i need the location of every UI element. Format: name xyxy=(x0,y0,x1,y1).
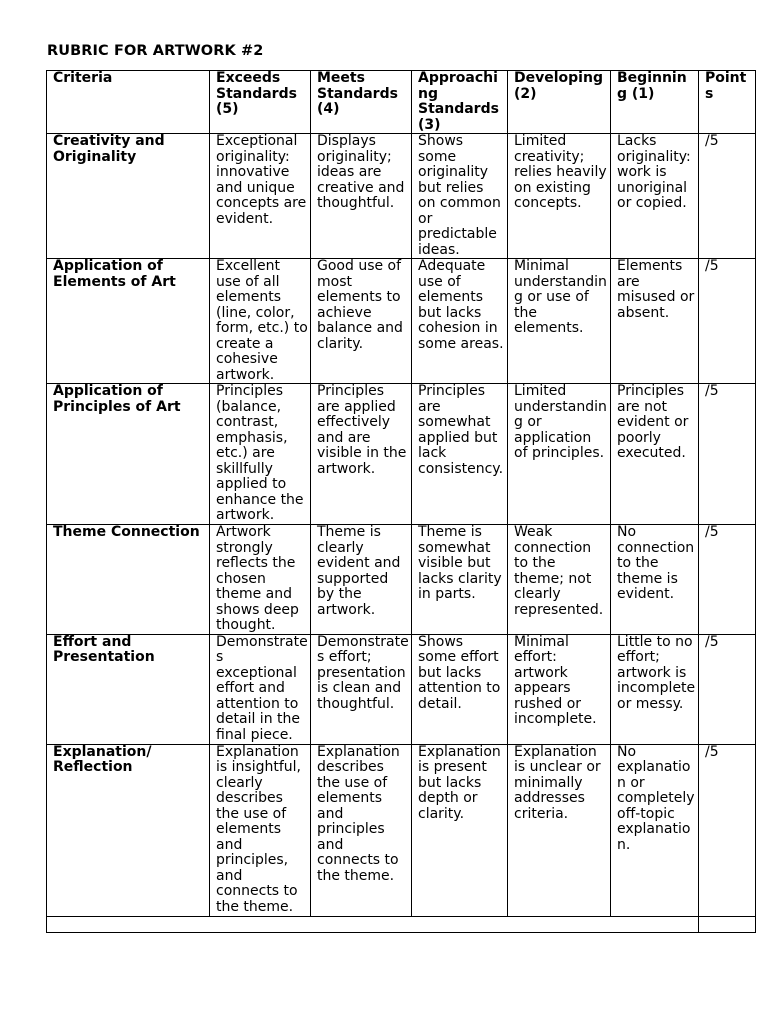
beginning-cell: Lacks originality: work is unoriginal or copied. xyxy=(611,134,699,259)
table-row xyxy=(47,259,756,384)
developing-cell: Minimal effort: artwork appears rushed or incomplete. xyxy=(508,634,611,744)
points-cell: /5 xyxy=(699,634,756,744)
document-title: RUBRIC FOR ARTWORK #2 xyxy=(47,43,264,59)
beginning-cell: No explanation or completely off-topic explanation. xyxy=(611,744,699,916)
meets-cell: Good use of most elements to achieve balance and clarity. xyxy=(311,259,412,384)
meets-cell: Explanation describes the use of elements and principles and connects to the theme. xyxy=(311,744,412,916)
beginning-cell: No connection to the theme is evident. xyxy=(611,525,699,635)
points-cell: /5 xyxy=(699,259,756,384)
table-row xyxy=(47,744,756,916)
developing-cell: Minimal understanding or use of the elements. xyxy=(508,259,611,384)
header-points: Points xyxy=(699,71,756,134)
meets-cell: Principles are applied effectively and are visible in the artwork. xyxy=(311,384,412,525)
exceeds-cell: Principles (balance, contrast, emphasis, etc.) are skillfully applied to enhance the artwork. xyxy=(210,384,311,525)
header-approaching: Approaching Standards (3) xyxy=(412,71,508,134)
exceeds-cell: Explanation is insightful, clearly describes the use of elements and principles, and connects to the theme. xyxy=(210,744,311,916)
header-exceeds: Exceeds Standards (5) xyxy=(210,71,311,134)
exceeds-cell: Excellent use of all elements (line, color, form, etc.) to create a cohesive artwork. xyxy=(210,259,311,384)
rubric-table xyxy=(46,70,756,933)
meets-cell: Theme is clearly evident and supported by the artwork. xyxy=(311,525,412,635)
header-criteria: Criteria xyxy=(47,71,210,134)
beginning-cell: Little to no effort; artwork is incomplete or messy. xyxy=(611,634,699,744)
approaching-cell: Theme is somewhat visible but lacks clarity in parts. xyxy=(412,525,508,635)
developing-cell: Limited creativity; relies heavily on existing concepts. xyxy=(508,134,611,259)
table-row xyxy=(47,134,756,259)
approaching-cell: Adequate use of elements but lacks cohesion in some areas. xyxy=(412,259,508,384)
beginning-cell: Elements are misused or absent. xyxy=(611,259,699,384)
header-beginning: Beginning (1) xyxy=(611,71,699,134)
points-cell: /5 xyxy=(699,525,756,635)
criteria-cell: Application of Elements of Art xyxy=(47,259,210,384)
meets-cell: Demonstrates effort; presentation is clean and thoughtful. xyxy=(311,634,412,744)
approaching-cell: Shows some effort but lacks attention to detail. xyxy=(412,634,508,744)
developing-cell: Limited understanding or application of principles. xyxy=(508,384,611,525)
table-row xyxy=(47,525,756,635)
criteria-cell: Application of Principles of Art xyxy=(47,384,210,525)
header-meets: Meets Standards (4) xyxy=(311,71,412,134)
total-points-cell xyxy=(699,916,756,932)
meets-cell: Displays originality; ideas are creative and thoughtful. xyxy=(311,134,412,259)
beginning-cell: Principles are not evident or poorly executed. xyxy=(611,384,699,525)
approaching-cell: Principles are somewhat applied but lack consistency. xyxy=(412,384,508,525)
exceeds-cell: Artwork strongly reflects the chosen theme and shows deep thought. xyxy=(210,525,311,635)
points-cell: /5 xyxy=(699,134,756,259)
total-row xyxy=(47,916,756,932)
points-cell: /5 xyxy=(699,384,756,525)
table-row xyxy=(47,384,756,525)
exceeds-cell: Demonstrates exceptional effort and attention to detail in the final piece. xyxy=(210,634,311,744)
header-row xyxy=(47,71,756,134)
approaching-cell: Explanation is present but lacks depth or clarity. xyxy=(412,744,508,916)
criteria-cell: Theme Connection xyxy=(47,525,210,635)
criteria-cell: Effort and Presentation xyxy=(47,634,210,744)
header-developing: Developing (2) xyxy=(508,71,611,134)
exceeds-cell: Exceptional originality: innovative and unique concepts are evident. xyxy=(210,134,311,259)
developing-cell: Weak connection to the theme; not clearly represented. xyxy=(508,525,611,635)
approaching-cell: Shows some originality but relies on common or predictable ideas. xyxy=(412,134,508,259)
table-row xyxy=(47,634,756,744)
developing-cell: Explanation is unclear or minimally addresses criteria. xyxy=(508,744,611,916)
criteria-cell: Explanation/ Reflection xyxy=(47,744,210,916)
criteria-cell: Creativity and Originality xyxy=(47,134,210,259)
points-cell: /5 xyxy=(699,744,756,916)
total-label-cell xyxy=(47,916,699,932)
